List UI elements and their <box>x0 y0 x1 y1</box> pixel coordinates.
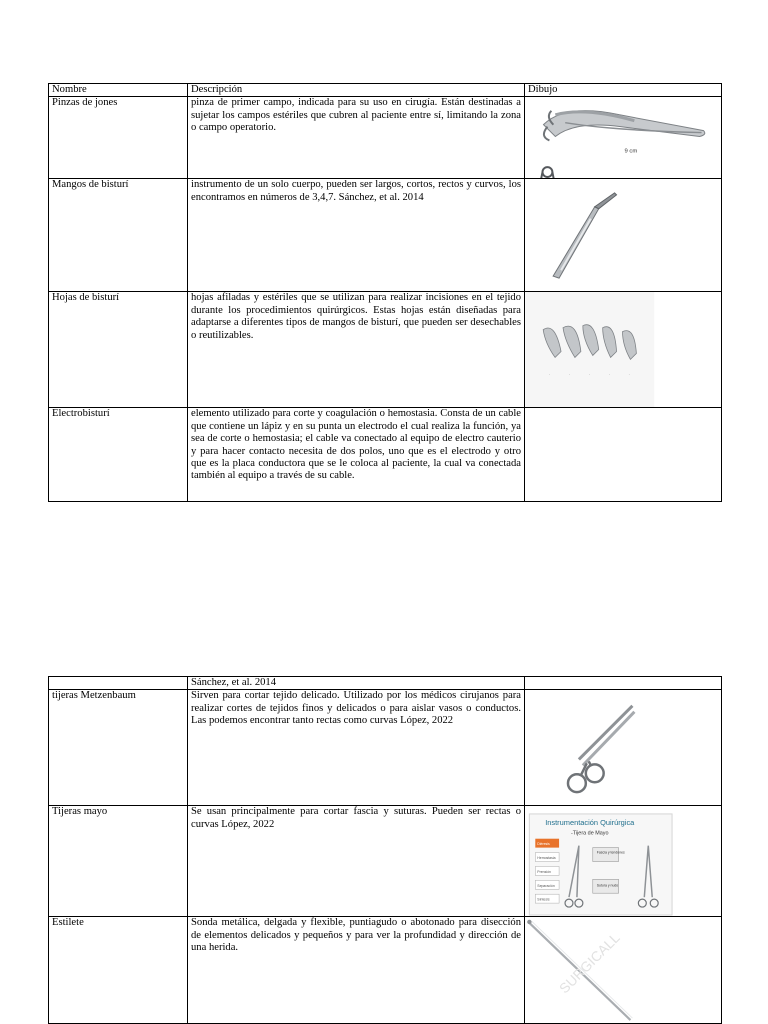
slide-menu-item: Síntesis <box>537 898 550 903</box>
header-drawing: Dibujo <box>525 84 722 97</box>
table-row <box>49 806 722 917</box>
slide-menu-item: Prensión <box>537 870 551 875</box>
empty-name-cell <box>49 677 188 690</box>
continuation-row <box>49 677 722 690</box>
instrument-description: Sirven para cortar tejido delicado. Utilizado por los médicos cirujanos para realizar cortes de tejidos finos y delicados o para aislar vasos o conductos. Las podemos encontrar tanto rectas como curvas López, 2022 <box>188 690 525 806</box>
mayo-scissors-slide-image <box>525 806 722 917</box>
stylet-probe-image <box>525 917 722 1024</box>
instrument-description: hojas afiladas y estériles que se utilizan para realizar incisiones en el tejido durante los procedimientos quirúrgicos. Estas hojas están diseñadas para adaptarse a diferentes tipos de mangos de bisturí, que pueden ser desechables o reutilizables. <box>188 292 525 408</box>
slide-box-1: Fascia y tendones <box>596 850 625 855</box>
watermark-text: SURGICALL <box>555 929 623 997</box>
continuation-citation: Sánchez, et al. 2014 <box>188 677 525 690</box>
instrument-description: Sonda metálica, delgada y flexible, puntiagudo o abotonado para disección de elementos delicados y pequeños y para ver la profundidad y dirección de una herida. <box>188 917 525 1024</box>
empty-image-cell <box>525 408 722 502</box>
header-description: Descripción <box>188 84 525 97</box>
slide-menu-item: Diéresis <box>537 842 550 847</box>
scalpel-handle-image <box>525 179 722 292</box>
instrument-description: instrumento de un solo cuerpo, pueden ser largos, cortos, rectos y curvos, los encontramos en números de 3,4,7. Sánchez, et al. 2014 <box>188 179 525 292</box>
svg-text:·: · <box>549 371 551 377</box>
header-name: Nombre <box>49 84 188 97</box>
svg-text:·: · <box>568 371 571 377</box>
table-header-row <box>49 84 722 97</box>
scalpel-blades-drawing <box>525 292 721 407</box>
table-row <box>49 690 722 806</box>
stylet-drawing <box>525 917 721 1023</box>
slide-box-2: Sutura y nudo <box>596 883 619 888</box>
instrument-name: tijeras Metzenbaum <box>49 690 188 806</box>
metzenbaum-scissors-image <box>525 690 722 806</box>
instrument-description: Se usan principalmente para cortar fascia y suturas. Pueden ser rectas o curvas López, 2022 <box>188 806 525 917</box>
instrument-description: pinza de primer campo, indicada para su uso en cirugía. Están destinadas a sujetar los campos estériles que cubren al paciente entre sí, limitando la zona o campo operatorio. <box>188 97 525 179</box>
instrument-name: Mangos de bisturí <box>49 179 188 292</box>
slide-menu-item: Hemostasia <box>537 856 556 861</box>
instrument-description: elemento utilizado para corte y coagulación o hemostasia. Consta de un cable que contiene un lápiz y en su punta un electrodo el cual realiza la función, ya sea de corte o hemostasia; el cable va conectado al equipo de electro cauterio y para hacer contacto necesita de dos polos, uno que es el electrodo y otro que es la placa conductora que se le coloca al paciente, la cual va conectada también al equipo a través de su cable. <box>188 408 525 502</box>
scalpel-handle-drawing <box>525 179 721 291</box>
mayo-slide-drawing <box>525 806 721 916</box>
empty-image-cell <box>525 677 722 690</box>
instrument-name: Estilete <box>49 917 188 1024</box>
table-row <box>49 179 722 292</box>
size-label: 9 cm <box>624 148 638 155</box>
svg-text:·: · <box>588 371 591 377</box>
table-row <box>49 97 722 179</box>
svg-text:·: · <box>608 371 610 377</box>
table-row <box>49 408 722 502</box>
metzenbaum-scissors-drawing <box>525 690 721 805</box>
towel-clamp-image <box>525 97 722 179</box>
table-row <box>49 292 722 408</box>
instrument-name: Hojas de bisturí <box>49 292 188 408</box>
slide-menu-item: Separación <box>537 884 555 889</box>
slide-subtitle: -Tijera de Mayo <box>570 831 609 838</box>
slide-title: Instrumentación Quirúrgica <box>545 818 635 828</box>
instrument-name: Electrobisturí <box>49 408 188 502</box>
scalpel-blades-image <box>525 292 722 408</box>
instrument-name: Tijeras mayo <box>49 806 188 917</box>
svg-text:·: · <box>628 371 630 377</box>
instrument-name: Pinzas de jones <box>49 97 188 179</box>
table-row <box>49 917 722 1024</box>
towel-clamp-drawing <box>525 97 721 178</box>
instruments-table-2 <box>48 676 722 1024</box>
instruments-table-1 <box>48 83 722 502</box>
